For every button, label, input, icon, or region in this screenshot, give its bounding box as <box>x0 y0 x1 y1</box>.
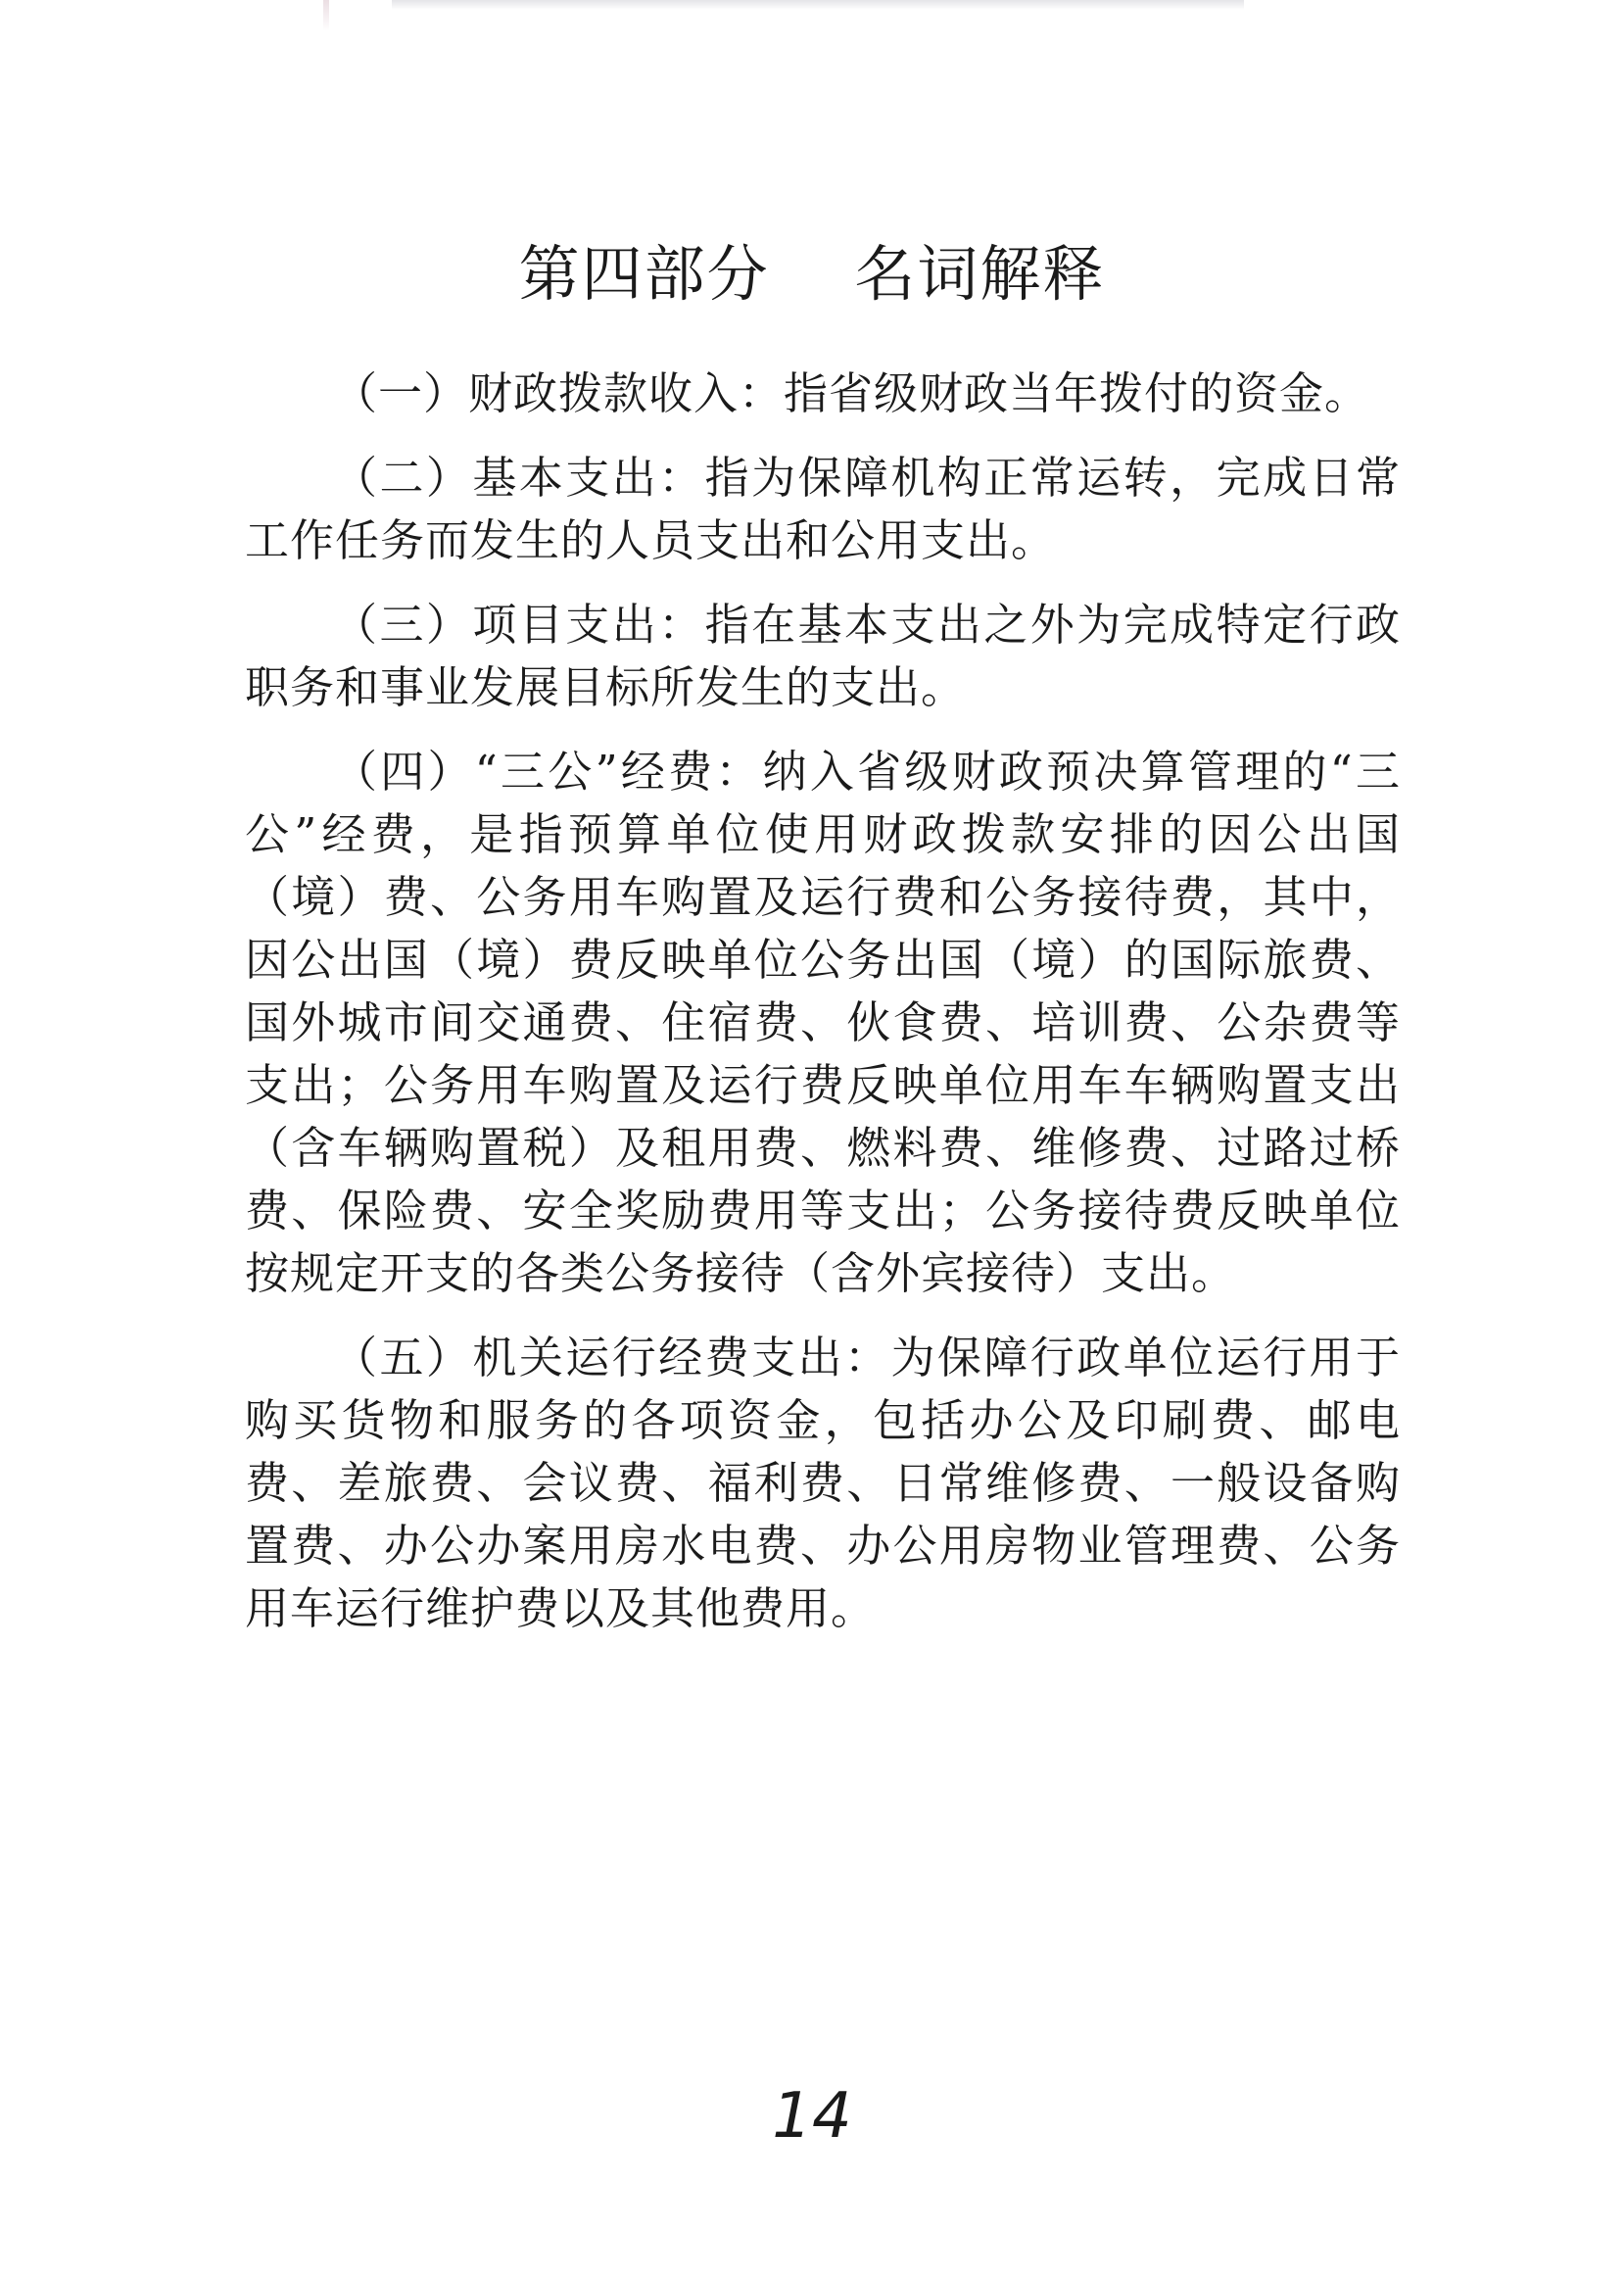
document-body <box>245 363 1401 1662</box>
paragraph-basic-expenditure: （二）基本支出：指为保障机构正常运转，完成日常工作任务而发生的人员支出和公用支出。 <box>245 452 1401 566</box>
paragraph-three-public-expenses: （四）“三公”经费：纳入省级财政预决算管理的“三公”经费，是指预算单位使用财政拨款安排的因公出国（境）费、公务用车购置及运行费和公务接待费，其中，因公出国（境）费反映单位公务出国（境）的国际旅费、国外城市间交通费、住宿费、伙食费、培训费、公杂费等支出；公务用车购置及运行费反映单位用车车辆购置支出（含车辆购置税）及租用费、燃料费、维修费、过路过桥费、保险费、安全奖励费用等支出；公务接待费反映单位按规定开支的各类公务接待（含外宾接待）支出。 <box>245 746 1401 1299</box>
page-number: 14 <box>772 2080 852 2153</box>
paragraph-agency-operating-expenses: （五）机关运行经费支出：为保障行政单位运行用于购买货物和服务的各项资金，包括办公及印刷费、邮电费、差旅费、会议费、福利费、日常维修费、一般设备购置费、办公办案用房水电费、办公用房物业管理费、公务用车运行维护费以及其他费用。 <box>245 1332 1401 1634</box>
paragraph-fiscal-appropriation-income: （一）财政拨款收入：指省级财政当年拨付的资金。 <box>333 367 1370 419</box>
paragraph-project-expenditure: （三）项目支出：指在基本支出之外为完成特定行政职务和事业发展目标所发生的支出。 <box>245 599 1401 713</box>
page-title: 第四部分 名词解释 <box>518 238 1106 310</box>
